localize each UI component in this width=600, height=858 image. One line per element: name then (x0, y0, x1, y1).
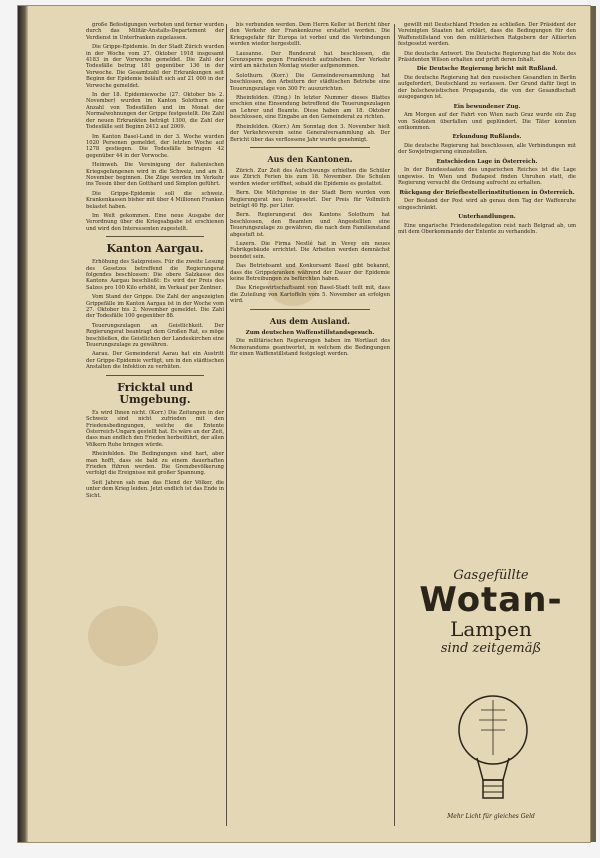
paragraph: Bern. Die Milchpreise in der Stadt Bern wurden vom Regierungsrat neu festgesetzt. Der Preis für Vollmilch beträgt 40 Rp. per Liter. (230, 190, 390, 209)
news-heading: Ein bewundener Zug. (453, 103, 521, 110)
paragraph: Seit Jahren sah man das Elend der Völker, die unter dem Krieg leiden. Jetzt endlich ist das Ende in Sicht. (86, 479, 224, 499)
paragraph: Das Kriegswirtschaftsamt von Basel-Stadt teilt mit, dass die Zuteilung von Kartoffeln vom 5. November an erfolgen wird. (230, 285, 390, 305)
column-middle (230, 22, 390, 828)
paragraph: Rheinfelden. Die Bedingungen sind hart, aber man hofft, dass sie bald zu einem dauerhaften Frieden führen werden. Die Grenzbevölkerung verfolgt die Ereignisse mit großer Spannung. (86, 451, 224, 477)
section-heading-aargau: Kanton Aargau. (106, 242, 204, 256)
paragraph: Heimweh. Die Vereinigung der italienischen Kriegsgefangenen wird in die Schweiz, und am 8. November beginnen. Die Züge werden im Verkehr ins Tessin über den Gotthard und Simplon geführt. (86, 162, 224, 188)
news-heading: Unterhandlungen. (458, 214, 516, 221)
paragraph: Der Bestand der Post wird ab genau dem Tag der Waffenruhe eingeschränkt. (398, 198, 576, 211)
advert-line: Lampen (450, 617, 532, 641)
wotan-lamp-advert (408, 562, 574, 824)
paragraph: Im Welt gekommen. Eine neue Ausgabe der Verordnung über die Kriegsabgabe ist erschienen und wird den Interessenten zugestellt. (86, 212, 224, 232)
news-heading: Erkundung Rußlands. (452, 134, 522, 141)
paragraph: Vom Stand der Grippe. Die Zahl der angezeigten Grippefälle im Kanton Aargau ist in der Woche vom 27. Oktober bis 2. November gemeldet. Die Zahl der Todesfälle 100 gegenüber 88. (86, 294, 224, 320)
section-heading-ausland: Aus dem Ausland. (269, 315, 351, 326)
section-heading-fricktal: Fricktal und Umgebung. (117, 380, 193, 406)
paragraph: Am Morgen auf der Fahrt von Wien nach Graz wurde ein Zug von Soldaten überfallen und geplündert. Die Täter konnten entkommen. (398, 112, 576, 132)
news-heading: Die Deutsche Regierung bricht mit Rußland. (416, 66, 558, 73)
news-heading: Entschieden Lage in Österreich. (436, 158, 538, 165)
paragraph: Es wird Ihnen nicht. (Korr.) Die Zeitungen in der Schweiz sind nicht zufrieden mit den Friedensbedingungen, welche die Entente Österreich-Ungarn gestellt hat. Es wäre an der Zeit, dass man endlich den Frieden herbeiführt, der allen Völkern Ruhe bringen würde. (86, 409, 224, 448)
advert-brand: Wotan- (419, 580, 563, 620)
paragraph: Bern. Regierungsrat des Kantons Solothurn hat beschlossen, den Beamten und Angestellten eine Teuerungszulage zu gewähren, die nach dem Familienstand abgestuft ist. (230, 212, 390, 238)
paragraph: Rheinfelden. (Eing.) In letzter Nummer dieses Blattes erschien eine Einsendung betreffend die Teuerungszulagen an Lehrer und Beamte. Diese haben am 18. Oktober beschlossen, eine Eingabe an den Gemeinderat zu richten. (230, 95, 390, 121)
advert-line: Gasgefüllte (453, 568, 529, 583)
paragraph: Zürich. Zur Zeit des Aufschwungs erhielten die Schüler aus Zürich Ferien bis zum 18. November. Die Schulen werden wieder eröffnet, sobald die Epidemie es gestattet. (230, 167, 390, 187)
paragraph: Die deutsche Regierung hat beschlossen, alle Verbindungen mit der Sowjetregierung einzustellen. (398, 143, 576, 156)
advert-line: sind zeitgemäß (440, 641, 542, 656)
paragraph: Die deutsche Regierung hat den russischen Gesandten in Berlin aufgefordert, Deutschland zu verlassen. Der Grund dafür liegt in der bolschewistischen Propaganda, die von der Gesandtschaft ausgegangen ist. (398, 75, 576, 101)
column-rule (226, 24, 227, 826)
paragraph: Lausanne. Der Bundesrat hat beschlossen, die Grenzsperre gegen Frankreich aufzuheben. Der Verkehr wird am nächsten Montag wieder aufgenommen. (230, 50, 390, 70)
paragraph: Luzern. Die Firma Nestlé hat in Vevey ein neues Fabrikgebäude errichtet. Die Arbeiten werden demnächst beendet sein. (230, 240, 390, 260)
paragraph: gewillt mit Deutschland Frieden zu schließen. Der Präsident der Vereinigten Staaten hat erklärt, dass die Bedingungen für den Waffenstillstand von den militärischen Ratgebern der Alliierten festgesetzt werden. (398, 22, 576, 48)
paragraph: Die militärischen Regierungen haben im Wortlaut des Memorandums geantwortet, in welchem die Bedingungen für einen Waffenstillstand festgelegt werden. (230, 338, 390, 358)
newspaper-page (18, 6, 590, 842)
news-heading: Rückgang der Briefbestellerinstitutionen in Österreich. (399, 189, 575, 196)
paragraph: Eine ungarische Friedensdelegation reist nach Belgrad ab, um mit dem Oberkommando der Entente zu verhandeln. (398, 222, 576, 236)
light-bulb-icon (453, 680, 533, 810)
paragraph: In der 18. Epidemiewoche (27. Oktober bis 2. November) wurden im Kanton Solothurn eine Anzahl von Todesfällen und im Monat der Normalwohnungen der Grippe festgestellt. Die Zahl der neuen Erkrankten beträgt 1300, die Zahl der Todesfälle seit Beginn 2412 auf 2009. (86, 92, 224, 131)
paragraph: Das Betriebsamt und Konkursamt Basel gibt bekannt, dass die Grippekranken während der Dauer der Epidemie keine Betreibungen zu befürchten haben. (230, 263, 390, 282)
paragraph: Solothurn. (Korr.) Die Gemeindeversammlung hat beschlossen, den Arbeitern der städtischen Betriebe eine Teuerungszulage von 300 Fr. auszurichten. (230, 72, 390, 92)
paragraph: Rheinfelden. (Korr.) Am Sonntag den 3. November hielt der Verkehrsverein seine Generalversammlung ab. Der Bericht über das verflossene Jahr wurde genehmigt. (230, 123, 390, 143)
paragraph: bis verbunden werden. Dem Herrn Keller ist Bericht über den Verkehr der Frankenkurse erstattet worden. Die Kriegsgefahr für Europa ist vorbei und die Verbindungen werden wieder hergestellt. (230, 22, 390, 48)
paragraph: Aarau. Der Gemeinderat Aarau hat ein Austritt der Grippe-Epidemie verfügt, um in den städtischen Anstalten die Infektion zu verhüten. (86, 351, 224, 371)
section-divider (106, 236, 204, 237)
paragraph: Im Kanton Basel-Land in der 3. Woche wurden 1020 Personen gemeldet, der letzten Woche auf 1278 gestiegen. Die Todesfälle betrugen 42 gegenüber 44 in der Vorwoche. (86, 133, 224, 159)
section-divider (250, 309, 370, 310)
paragraph: Die Grippe-Epidemie. In der Stadt Zürich wurden in der Woche vom 27. Oktober 1918 insgesamt 4183 in der Vorwoche gemeldet. Die Zahl der Todesfälle betrug 181 gegenüber 136 in der Vorwoche. Die Gesamtzahl der Erkrankungen seit Beginn der Epidemie beläuft sich auf 21 000 in der Vorwoche gemeldet. (86, 44, 224, 89)
section-divider (250, 147, 370, 148)
book-spine (18, 6, 28, 842)
column-right (398, 22, 576, 552)
advert-footer: Mehr Licht für gleiches Geld (447, 813, 535, 820)
section-divider (106, 375, 204, 376)
column-left (86, 22, 224, 828)
paragraph: Teuerungszulagen an Geistlichkeit. Der Regierungsrat beantragt dem Großen Rat, es möge beschließen, die Geistlichen der Landeskirchen eine Teuerungszulage zu gewähren. (86, 322, 224, 349)
paragraph: Erhöhung des Salzpreises. Für die zweite Lesung des Gesetzes betreffend die Regierungsrat folgendes beschlossen: Die obere Salzkasse des Kantons Aargau beschließt: Es wird der Preis des Salzes pro 100 Kilo erhöht, im Verkauf per Zentner. (86, 259, 224, 291)
column-rule (394, 24, 395, 826)
paragraph: Die deutsche Antwort. Die Deutsche Regierung hat die Note des Präsidenten Wilson erhalten und prüft deren Inhalt. (398, 50, 576, 64)
paragraph: Die Grippe-Epidemie soll die schweiz. Krankenkassen bisher mit über 4 Millionen Franken belastet haben. (86, 190, 224, 210)
paragraph: große Befestigungen verboten und ferner wurden durch das Militär-Anstalts-Departement der Verdienst in Unterfranken zugelassen. (86, 22, 224, 41)
section-heading-kantonen: Aus den Kantonen. (267, 153, 353, 164)
paragraph: In der Bundesstaaten des ungarischen Reiches ist die Lage ungewiss. In Wien und Budapest finden Unruhen statt, die Regierung versucht die Ordnung aufrecht zu erhalten. (398, 167, 576, 187)
subheading: Zum deutschen Waffenstillstandsgesuch. (245, 329, 375, 336)
